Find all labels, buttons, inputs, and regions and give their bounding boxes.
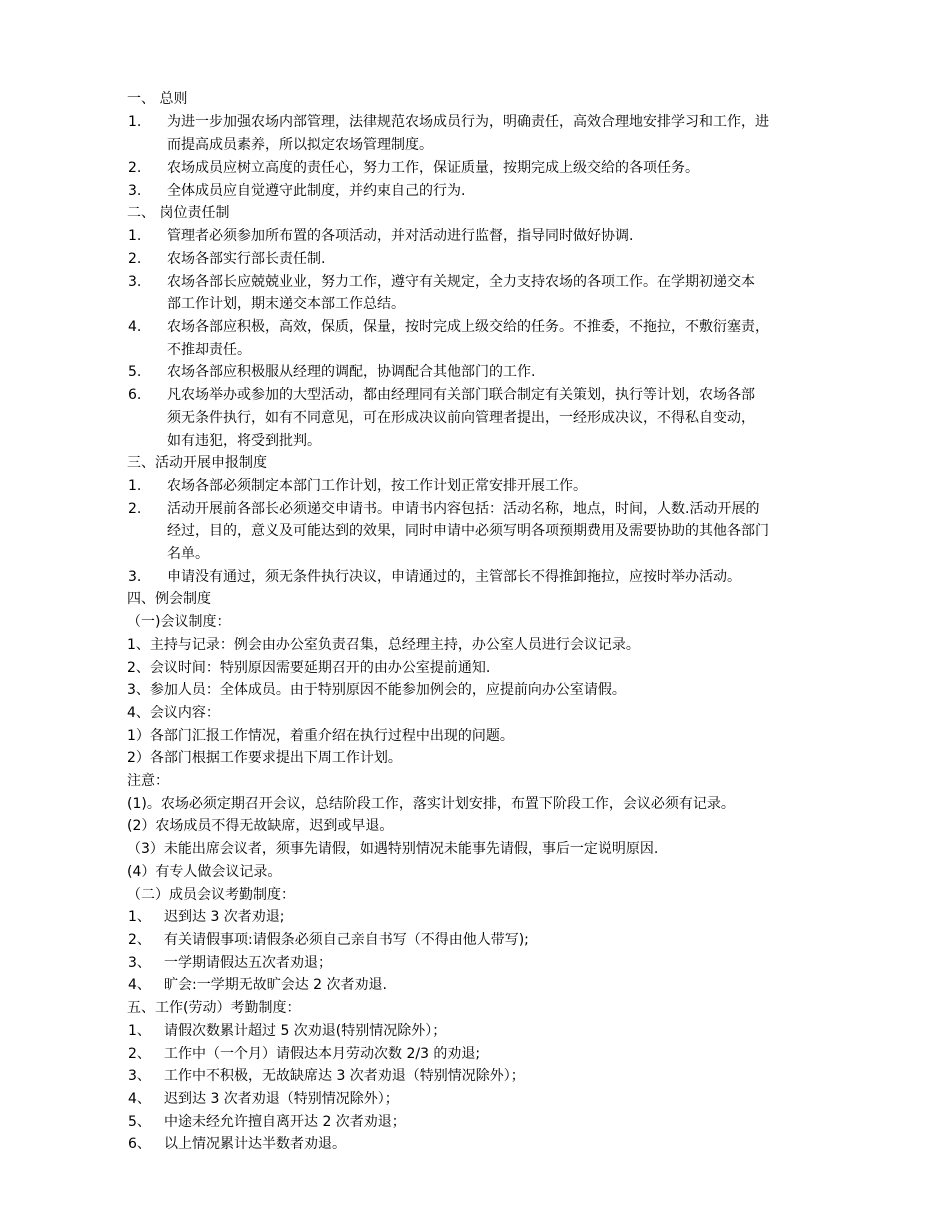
item-number: 1. [128,228,142,244]
item-text: 凡农场举办或参加的大型活动，都由经理同有关部门联合制定有关策划，执行等计划，农场各部 [167,387,755,403]
item-number: 1. [128,114,142,130]
item-text: 农场各部长应兢兢业业，努力工作，遵守有关规定，全力支持农场的各项工作。在学期初递交本 [167,274,755,290]
item-number: 2. [128,501,142,517]
item-text: 须无条件执行，如有不同意见，可在形成决议前向管理者提出，一经形成决议，不得私自变动， [167,410,755,426]
item-text: 请假次数累计超过 5 次劝退(特别情况除外）； [164,1023,447,1039]
item-text: 一学期请假达五次者劝退； [164,955,332,971]
item-text: 迟到达 3 次者劝退（特别情况除外）； [164,1091,399,1107]
section-heading-meeting: 四、例会制度 [127,591,211,607]
item-text: 农场各部必须制定本部门工作计划，按工作计划正常安排开展工作。 [167,478,587,494]
item-text: 迟到达 3 次者劝退; [164,909,285,925]
note-label: 注意： [127,773,169,789]
item-text: 管理者必须参加所布置的各项活动，并对活动进行监督，指导同时做好协调. [167,228,634,244]
item-text: 农场各部实行部长责任制. [167,251,326,267]
section-heading-responsibility: 二、 岗位责任制 [127,205,230,221]
rule-line: 4、会议内容： [127,705,220,721]
item-text: 而提高成员素养，所以拟定农场管理制度。 [167,137,433,153]
rule-line: 1、主持与记录：例会由办公室负责召集，总经理主持，办公室人员进行会议记录。 [127,637,640,653]
item-text: 农场各部应积极服从经理的调配，协调配合其他部门的工作. [167,364,536,380]
item-text: 名单。 [167,546,209,562]
item-text: 活动开展前各部长必须递交申请书。申请书内容包括：活动名称，地点，时间，人数.活动开展的 [167,501,760,517]
section-heading-general: 一、 总则 [127,91,188,107]
item-text: 农场成员应树立高度的责任心，努力工作，保证质量，按期完成上级交给的各项任务。 [167,160,699,176]
item-text: 以上情况累计达半数者劝退。 [164,1136,346,1152]
item-number: 2、 [128,1046,151,1062]
item-number: 3. [128,274,142,290]
item-number: 6、 [128,1136,151,1152]
item-number: 2、 [128,932,151,948]
item-number: 3、 [128,955,151,971]
item-number: 1. [128,478,142,494]
item-number: 4、 [128,977,151,993]
item-number: 1、 [128,909,151,925]
note-line: (1)。农场必须定期召开会议，总结阶段工作，落实计划安排，布置下阶段工作，会议必须有记录。 [127,796,735,812]
item-text: 如有违犯，将受到批判。 [167,433,321,449]
item-number: 2. [128,160,142,176]
item-number: 1、 [128,1023,151,1039]
rule-line: 2）各部门根据工作要求提出下周工作计划。 [127,750,402,766]
rule-line: 2、会议时间：特别原因需要延期召开的由办公室提前通知. [127,660,491,676]
section-heading-activity: 三、活动开展申报制度 [127,455,267,471]
item-number: 3. [128,569,142,585]
item-number: 4、 [128,1091,151,1107]
note-line: (4）有专人做会议记录。 [127,864,282,880]
item-text: 全体成员应自觉遵守此制度，并约束自己的行为. [167,183,466,199]
item-text: 中途未经允许擅自离开达 2 次者劝退； [164,1114,406,1130]
item-text: 旷会:一学期无故旷会达 2 次者劝退. [164,977,387,993]
subsection-heading: （二）成员会议考勤制度： [127,887,295,903]
item-text: 申请没有通过，须无条件执行决议，申请通过的，主管部长不得推卸拖拉，应按时举办活动。 [167,569,741,585]
item-number: 6. [128,387,142,403]
item-text: 为进一步加强农场内部管理，法律规范农场成员行为，明确责任，高效合理地安排学习和工作，进 [167,114,769,130]
item-text: 工作中不积极，无故缺席达 3 次者劝退（特别情况除外）； [164,1068,525,1084]
item-number: 4. [128,319,142,335]
item-text: 不推却责任。 [167,342,251,358]
item-text: 部工作计划，期末递交本部工作总结。 [167,296,405,312]
item-text: 农场各部应积极，高效，保质，保量，按时完成上级交给的任务。不推委，不拖拉，不敷衍塞责， [167,319,769,335]
note-line: （3）未能出席会议者，须事先请假，如遇特别情况未能事先请假，事后一定说明原因. [127,841,659,857]
note-line: (2）农场成员不得无故缺席，迟到或早退。 [127,818,394,834]
rule-line: 1）各部门汇报工作情况，着重介绍在执行过程中出现的问题。 [127,728,514,744]
subsection-heading: （一)会议制度： [127,614,231,630]
item-text: 工作中（一个月）请假达本月劳动次数 2/3 的劝退; [164,1046,481,1062]
item-number: 3. [128,183,142,199]
item-number: 2. [128,251,142,267]
item-text: 经过，目的，意义及可能达到的效果，同时申请中必须写明各项预期费用及需要协助的其他各部门 [167,523,769,539]
item-number: 5. [128,364,142,380]
item-text: 有关请假事项:请假条必须自己亲自书写（不得由他人带写); [164,932,529,948]
section-heading-work-attendance: 五、工作(劳动）考勤制度： [127,1000,301,1016]
item-number: 5、 [128,1114,151,1130]
item-number: 3、 [128,1068,151,1084]
rule-line: 3、参加人员：全体成员。由于特别原因不能参加例会的，应提前向办公室请假。 [127,682,626,698]
